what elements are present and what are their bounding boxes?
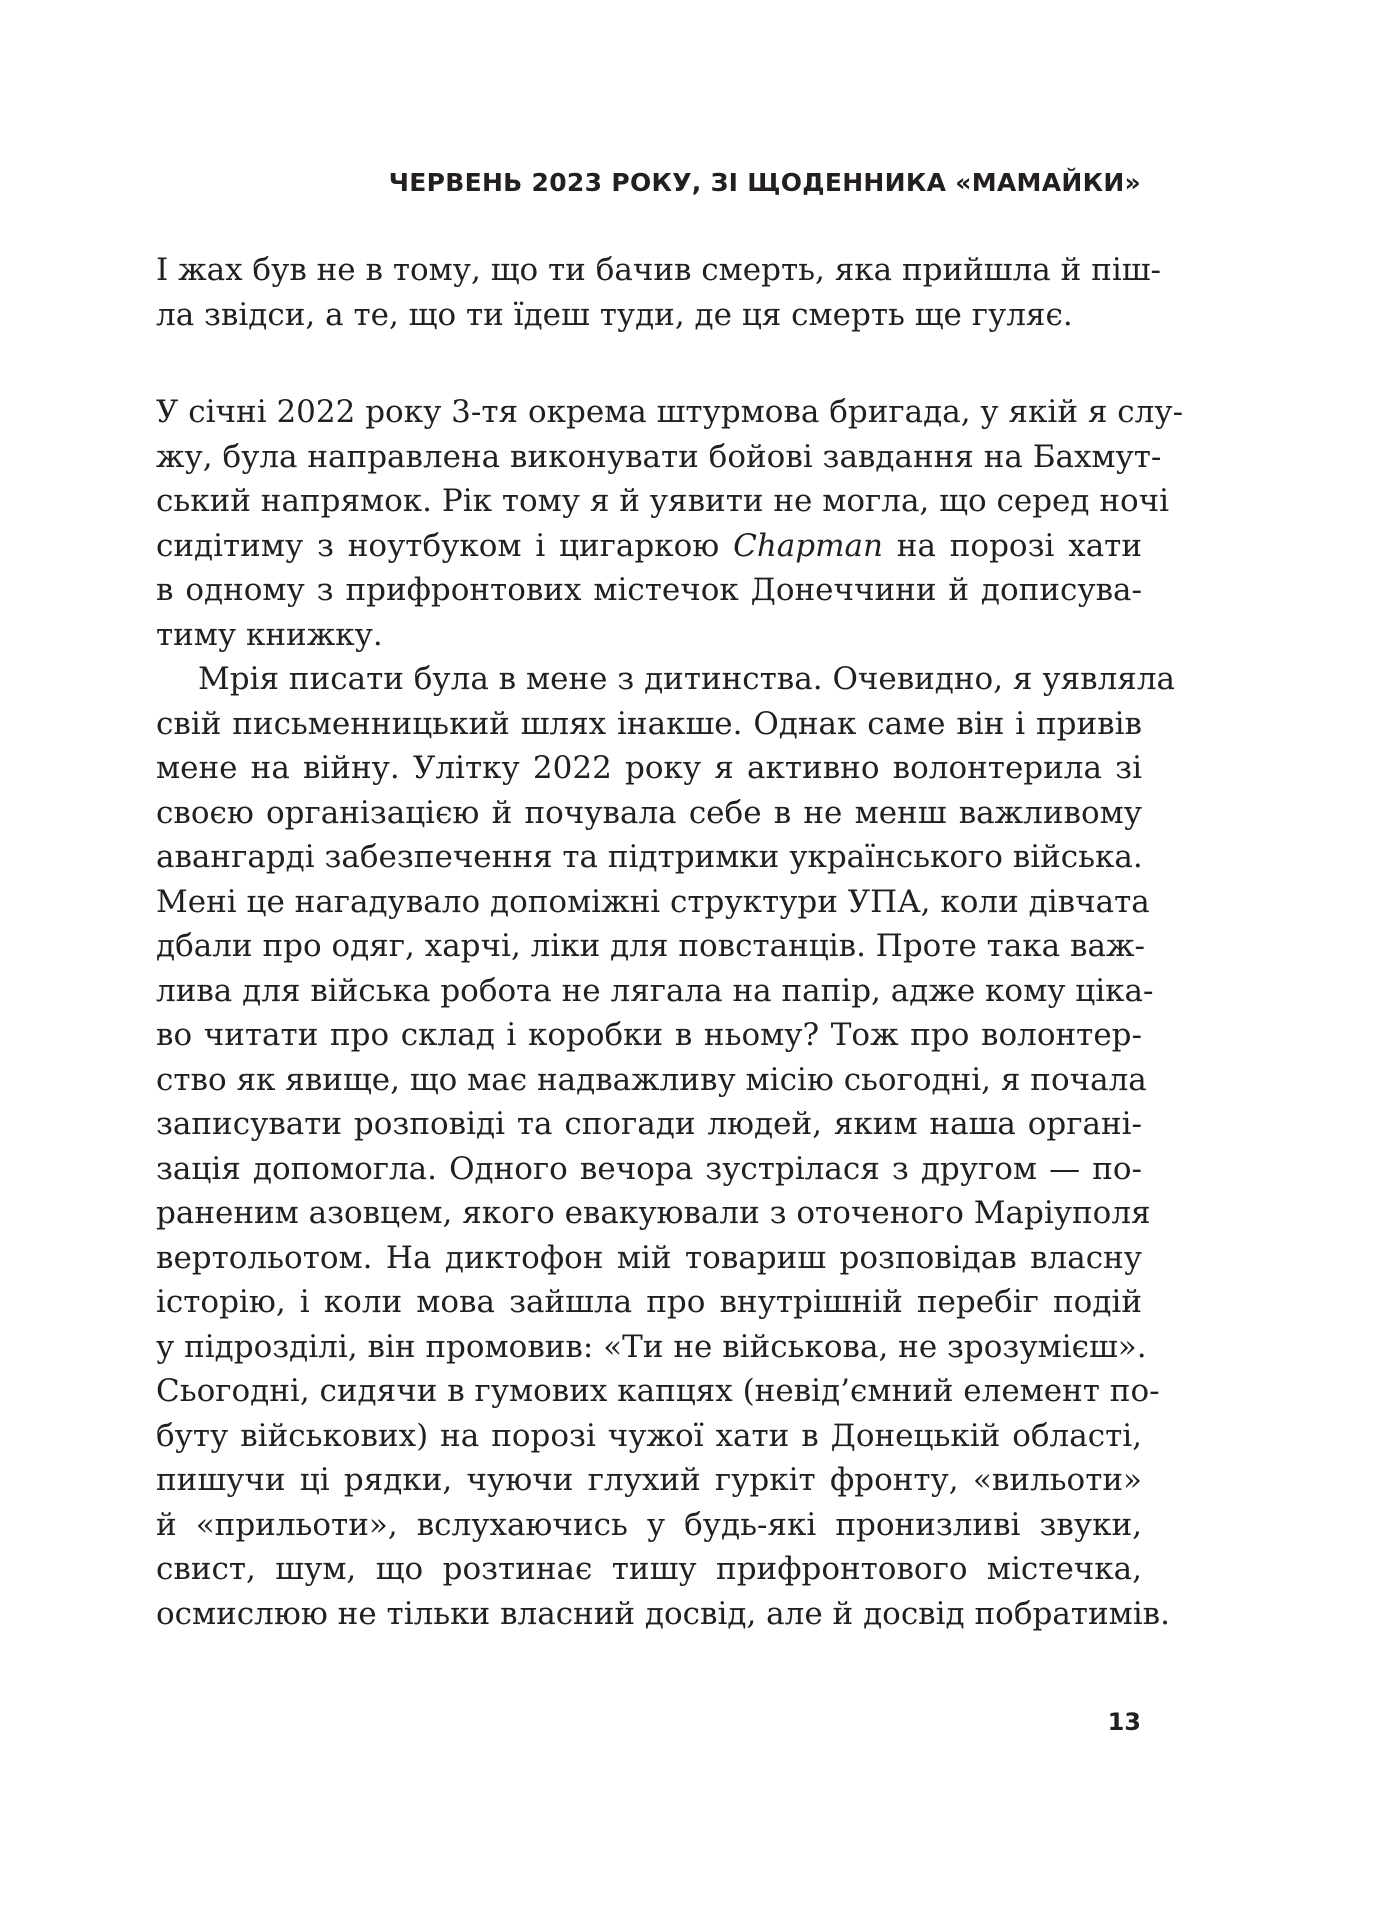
page-number: 13 bbox=[1107, 1708, 1141, 1736]
text-line: осмислюю не тільки власний досвід, але й досвід побратимів. bbox=[156, 1595, 1170, 1632]
text-line: буту військових) на порозі чужої хати в Донецькій області, bbox=[156, 1417, 1142, 1454]
text-line: У січні 2022 року 3-тя окрема штурмова бригада, у якій я слу- bbox=[156, 394, 1184, 430]
text-line bbox=[156, 524, 1142, 569]
text-line: у підрозділі, він промовив: «Ти не військова, не зрозумієш». bbox=[156, 1328, 1147, 1365]
text-line: в одному з прифронтових містечок Донеччини й дописува- bbox=[156, 572, 1142, 608]
text-line: раненим азовцем, якого евакуювали з оточеного Маріуполя bbox=[156, 1195, 1151, 1231]
text-line: й «прильоти», вслухаючись у будь-які пронизливі звуки, bbox=[156, 1506, 1142, 1543]
text-line: історію, і коли мова зайшла про внутрішній перебіг подій bbox=[156, 1284, 1142, 1320]
text-line: ла звідси, а те, що ти їдеш туди, де ця смерть ще гуляє. bbox=[156, 296, 1073, 333]
text-line: зація допомогла. Одного вечора зустрілася з другом — по- bbox=[156, 1150, 1142, 1187]
main-text bbox=[156, 390, 1184, 1636]
text-line: І жах був не в тому, що ти бачив смерть, яка прийшла й піш- bbox=[156, 252, 1162, 288]
text-line: мене на війну. Улітку 2022 року я активно волонтерила зі bbox=[156, 750, 1142, 786]
text-line: лива для війська робота не лягала на папір, адже кому ціка- bbox=[156, 972, 1154, 1009]
running-header: ЧЕРВЕНЬ 2023 РОКУ, ЗІ ЩОДЕННИКА «МАМАЙКИ» bbox=[388, 168, 1141, 197]
text-line: Сьогодні, сидячи в гумових капцях (невід’ємний елемент по- bbox=[156, 1373, 1160, 1409]
text-run: на порозі хати bbox=[882, 527, 1142, 564]
brand-name-italic: Chapman bbox=[733, 527, 883, 564]
text-line: пишучи ці рядки, чуючи глухий гуркіт фронту, «вильоти» bbox=[156, 1462, 1142, 1498]
text-line: Мені це нагадувало допоміжні структури УПА, коли дівчата bbox=[156, 883, 1150, 920]
text-run: сидітиму з ноутбуком і цигаркою bbox=[156, 527, 734, 564]
text-line: свист, шум, що розтинає тишу прифронтового містечка, bbox=[156, 1551, 1142, 1587]
text-line: ський напрямок. Рік тому я й уявити не могла, що серед ночі bbox=[156, 483, 1170, 519]
text-line: свій письменницький шлях інакше. Однак саме він і привів bbox=[156, 705, 1142, 742]
text-line: вертольотом. На диктофон мій товариш розповідав власну bbox=[156, 1239, 1142, 1276]
text-line: дбали про одяг, харчі, ліки для повстанців. Проте така важ- bbox=[156, 928, 1145, 964]
text-line: своєю організацією й почувала себе в не менш важливому bbox=[156, 794, 1142, 831]
text-line: тиму книжку. bbox=[156, 616, 383, 653]
text-line: Мрія писати була в мене з дитинства. Очевидно, я уявляла bbox=[198, 661, 1176, 697]
text-line: ство як явище, що має надважливу місію сьогодні, я почала bbox=[156, 1061, 1147, 1098]
epigraph bbox=[156, 248, 1162, 337]
text-line: жу, була направлена виконувати бойові завдання на Бахмут- bbox=[156, 438, 1162, 475]
text-line: записувати розповіді та спогади людей, яким наша органі- bbox=[156, 1106, 1142, 1142]
text-line: авангарді забезпечення та підтримки українського війська. bbox=[156, 839, 1143, 875]
text-line: во читати про склад і коробки в ньому? Тож про волонтер- bbox=[156, 1017, 1142, 1053]
